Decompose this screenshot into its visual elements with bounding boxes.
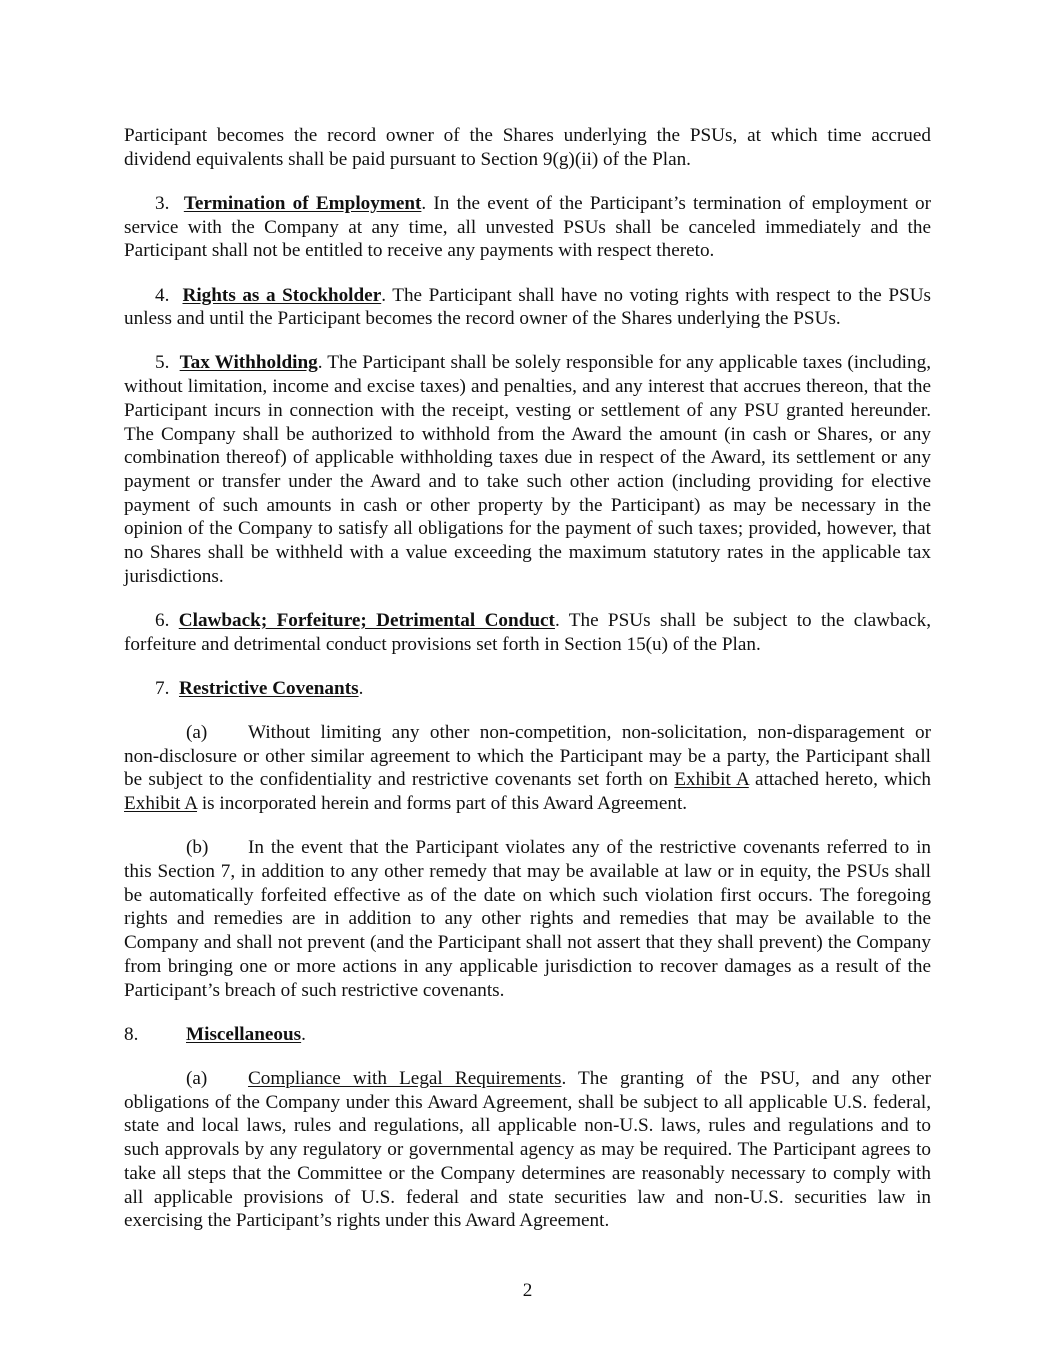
subsection-label: (b) xyxy=(186,837,209,859)
subsection-label: (a) xyxy=(186,722,208,744)
section-4-rights-as-stockholder xyxy=(124,284,931,331)
intro-text: Participant becomes the record owner of the Shares underlying the PSUs, at which time accrued dividend equivalents shall be paid pursuant to Section 9(g)(ii) of the Plan. xyxy=(124,125,931,170)
exhibit-a-reference: Exhibit A xyxy=(674,769,749,791)
section-heading: Termination of Employment xyxy=(183,192,422,214)
exhibit-a-reference: Exhibit A xyxy=(124,793,198,815)
subsection-text: . The granting of the PSU, and any other obligations of the Company under this Award Agreement, shall be subject to all applicable U.S. federal, state and local laws, rules and regulations, all applicable non-U.S. laws, rules and regulations and to such approvals by any regulatory or governmental agency as may be required. The Participant agrees to take all steps that the Committee or the Company determines are reasonably necessary to comply with all applicable provisions of U.S. federal and state securities law and non-U.S. securities law in exercising the Participant’s rights under this Award Agreement. xyxy=(124,1068,931,1232)
heading-period: . xyxy=(301,1023,306,1045)
subsection-text: In the event that the Participant violates any of the restrictive covenants referred to in this Section 7, in addition to any other remedy that may be available at law or in equity, the PSUs shall be automatically forfeited effective as of the date on which such violation first occurs. The foregoing rights and remedies are in addition to any other rights and remedies that may be available to the Company and shall not prevent (and the Participant shall not assert that they shall prevent) the Company from bringing one or more actions in any applicable jurisdiction to recover damages as a result of the Participant’s breach of such restrictive covenants. xyxy=(124,837,931,1001)
page-number: 2 xyxy=(522,1280,533,1301)
section-number: 7. xyxy=(155,677,170,699)
section-3-termination-of-employment xyxy=(124,192,931,263)
heading-period: . xyxy=(358,677,364,699)
section-number: 3. xyxy=(155,192,170,214)
subsection-text: is incorporated herein and forms part of this Award Agreement. xyxy=(197,793,688,815)
section-number: 6. xyxy=(155,609,170,631)
subsection-label: (a) xyxy=(186,1068,208,1089)
section-heading: Clawback; Forfeiture; Detrimental Conduct xyxy=(178,609,555,631)
document-page xyxy=(124,124,931,1253)
subsection-text: attached hereto, which xyxy=(748,769,932,791)
section-number: 5. xyxy=(155,352,170,374)
section-heading: Tax Withholding xyxy=(179,352,318,374)
section-8-miscellaneous xyxy=(124,1023,931,1047)
section-number: 4. xyxy=(155,284,170,306)
section-heading: Restrictive Covenants xyxy=(178,677,359,699)
section-body: . The Participant shall have no voting rights with respect to the PSUs unless and until the Participant becomes the record owner of the Shares underlying the PSUs. xyxy=(124,284,932,330)
section-8a-paragraph xyxy=(124,1067,931,1233)
subsection-text: Without limiting any other non-competition, non-solicitation, non-disparagement or non-disclosure or other similar agreement to which the Participant may be a party, the Participant shall be subject to the confidentiality and restrictive covenants set forth on xyxy=(124,722,931,791)
section-heading: Rights as a Stockholder xyxy=(182,284,382,306)
section-number: 8. xyxy=(124,1023,139,1045)
section-heading: Miscellaneous xyxy=(186,1023,302,1045)
subsection-heading: Compliance with Legal Requirements xyxy=(248,1068,562,1089)
section-7b-paragraph xyxy=(124,836,931,1002)
section-6-clawback xyxy=(124,609,931,656)
section-7-restrictive-covenants xyxy=(124,677,931,701)
intro-paragraph xyxy=(124,124,931,171)
section-5-tax-withholding xyxy=(124,351,931,588)
section-7a-paragraph xyxy=(124,721,931,816)
section-body: . The PSUs shall be subject to the clawback, forfeiture and detrimental conduct provisions set forth in Section 15(u) of the Plan. xyxy=(124,609,932,655)
section-body: . In the event of the Participant’s termination of employment or service with the Company at any time, all unvested PSUs shall be canceled immediately and the Participant shall not be entitled to receive any payments with respect thereto. xyxy=(124,192,932,262)
section-body: . The Participant shall be solely responsible for any applicable taxes (including, without limitation, income and excise taxes) and penalties, and any interest that accrues thereon, that the Participant incurs in connection with the receipt, vesting or settlement of any PSU granted hereunder. The Company shall be authorized to withhold from the Award the amount (in cash or Shares, or any combination thereof) of applicable withholding taxes due in respect of the Award, its settlement or any payment or transfer under the Award and to take such other action (including providing for elective payment of such amounts in cash or other property by the Participant) as may be necessary in the opinion of the Company to satisfy all obligations for the payment of such taxes; provided, however, that no Shares shall be withheld with a value exceeding the maximum statutory rates in the applicable tax jurisdictions. xyxy=(124,352,931,587)
